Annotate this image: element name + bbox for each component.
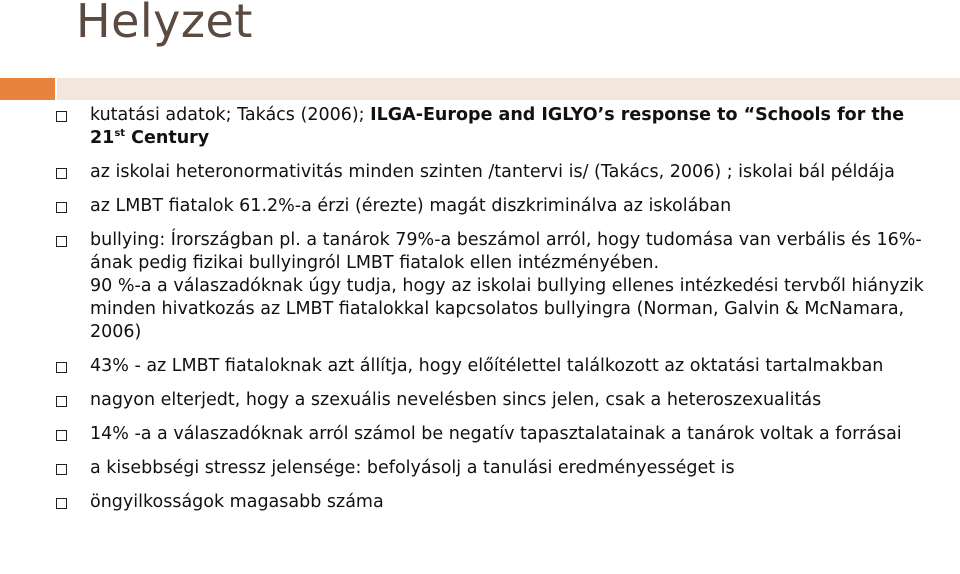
square-bullet-icon: [56, 362, 67, 373]
list-item: [56, 195, 936, 218]
title-underline-bar: [57, 78, 960, 100]
item-text: bullying: Írországban pl. a tanárok 79%-a beszámol arról, hogy tudomása van verbális és 16%-ának pedig fizikai bullyingról LMBT fiatalok ellen intézményében.: [90, 230, 922, 273]
list-item: [56, 457, 936, 480]
list-item: [56, 491, 936, 514]
item-text: nagyon elterjedt, hogy a szexuális nevelésben sincs jelen, csak a heteroszexualitás: [90, 390, 822, 410]
slide-title: Helyzet: [76, 0, 253, 48]
square-bullet-icon: [56, 236, 67, 247]
item-text: 90 %-a a válaszadóknak úgy tudja, hogy az iskolai bullying ellenes intézkedési tervből hiányzik minden hivatkozás az LMBT fiatalokkal kapcsolatos bullyingra (Norman, Galvin & McNamara, 2006): [90, 276, 924, 342]
item-text: kutatási adatok; Takács (2006);: [90, 105, 371, 125]
item-text: 43% - az LMBT fiataloknak azt állítja, hogy előítélettel találkozott az oktatási tartalmakban: [90, 356, 884, 376]
square-bullet-icon: [56, 498, 67, 509]
list-item: [56, 161, 936, 184]
square-bullet-icon: [56, 464, 67, 475]
item-bold-text: Century: [125, 128, 210, 148]
item-bold-text: ILGA-Europe and IGLYO’s response to “Schools for the 21: [90, 105, 905, 148]
item-text: 14% -a a válaszadóknak arról számol be negatív tapasztalatainak a tanárok voltak a forrásai: [90, 424, 902, 444]
square-bullet-icon: [56, 168, 67, 179]
square-bullet-icon: [56, 111, 67, 122]
list-item: [56, 389, 936, 412]
item-text: az iskolai heteronormativitás minden szinten /tantervi is/ (Takács, 2006) ; iskolai bál példája: [90, 162, 895, 182]
list-item: [56, 423, 936, 446]
square-bullet-icon: [56, 396, 67, 407]
list-item: [56, 104, 936, 150]
list-item: [56, 355, 936, 378]
item-superscript: st: [114, 128, 126, 140]
item-text: a kisebbségi stressz jelensége: befolyásolj a tanulási eredményességet is: [90, 458, 735, 478]
accent-bar: [0, 78, 55, 100]
square-bullet-icon: [56, 430, 67, 441]
item-text: az LMBT fiatalok 61.2%-a érzi (érezte) magát diszkriminálva az iskolában: [90, 196, 732, 216]
square-bullet-icon: [56, 202, 67, 213]
item-text: öngyilkosságok magasabb száma: [90, 492, 384, 512]
bullet-list: [56, 104, 936, 514]
list-item: [56, 229, 936, 344]
